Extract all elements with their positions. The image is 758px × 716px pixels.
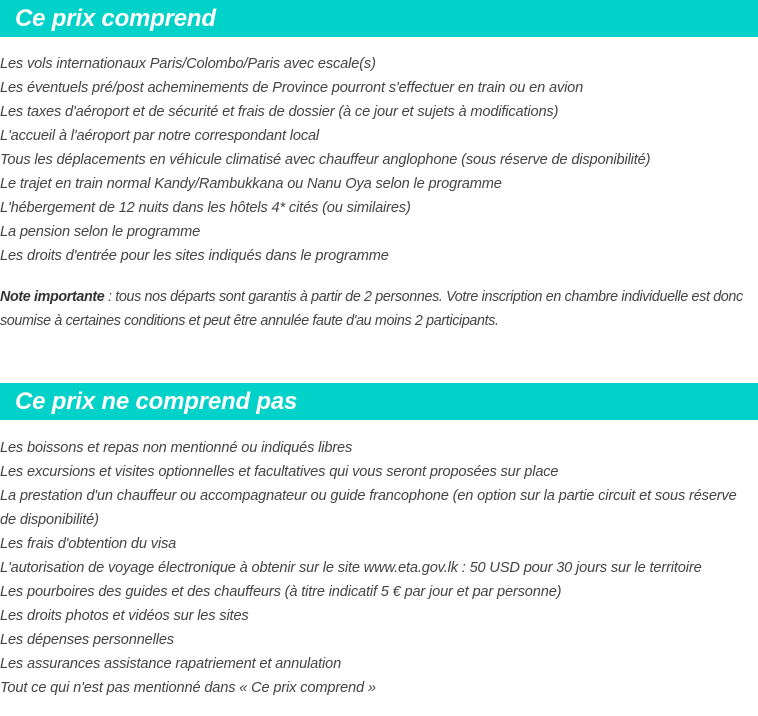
important-note-label: Note importante [0,289,105,305]
list-item: Les taxes d'aéroport et de sécurité et frais de dossier (à ce jour et sujets à modifications) [0,104,559,120]
list-item: Les droits photos et vidéos sur les sites [0,608,249,624]
list-item: La pension selon le programme [0,224,201,240]
list-item: Les frais d'obtention du visa [0,536,177,552]
list-item: La prestation d'un chauffeur ou accompagnateur ou guide francophone (en option sur la partie circuit et sous réserve de disponibilité) [0,488,737,528]
list-item: L'accueil à l'aéroport par notre correspondant local [0,128,320,144]
list-item: L'autorisation de voyage électronique à obtenir sur le site www.eta.gov.lk : 50 USD pour 30 jours sur le territoire [0,560,702,576]
list-item: Les excursions et visites optionnelles et facultatives qui vous seront proposées sur place [0,464,559,480]
included-list [0,52,758,268]
important-note-text: : tous nos départs sont garantis à partir de 2 personnes. Votre inscription en chambre individuelle est donc soumise à certaines conditions et peut être annulée faute d'au moins 2 participants. [0,289,743,329]
excluded-section-header [0,383,758,420]
list-item: Les droits d'entrée pour les sites indiqués dans le programme [0,248,389,264]
excluded-list [0,436,758,700]
excluded-section-title: Ce prix ne comprend pas [15,388,298,415]
list-item: Les assurances assistance rapatriement et annulation [0,656,342,672]
included-section-title: Ce prix comprend [15,5,216,32]
list-item: Les pourboires des guides et des chauffeurs (à titre indicatif 5 € par jour et par personne) [0,584,562,600]
included-section-header [0,0,758,37]
list-item: Tout ce qui n'est pas mentionné dans « Ce prix comprend » [0,680,376,696]
list-item: Les vols internationaux Paris/Colombo/Paris avec escale(s) [0,56,376,72]
list-item: Les éventuels pré/post acheminements de Province pourront s'effectuer en train ou en avion [0,80,584,96]
important-note [0,285,756,333]
list-item: Le trajet en train normal Kandy/Rambukkana ou Nanu Oya selon le programme [0,176,502,192]
list-item: Les dépenses personnelles [0,632,174,648]
list-item: L'hébergement de 12 nuits dans les hôtels 4* cités (ou similaires) [0,200,411,216]
list-item: Tous les déplacements en véhicule climatisé avec chauffeur anglophone (sous réserve de disponibilité) [0,152,651,168]
list-item: Les boissons et repas non mentionné ou indiqués libres [0,440,353,456]
